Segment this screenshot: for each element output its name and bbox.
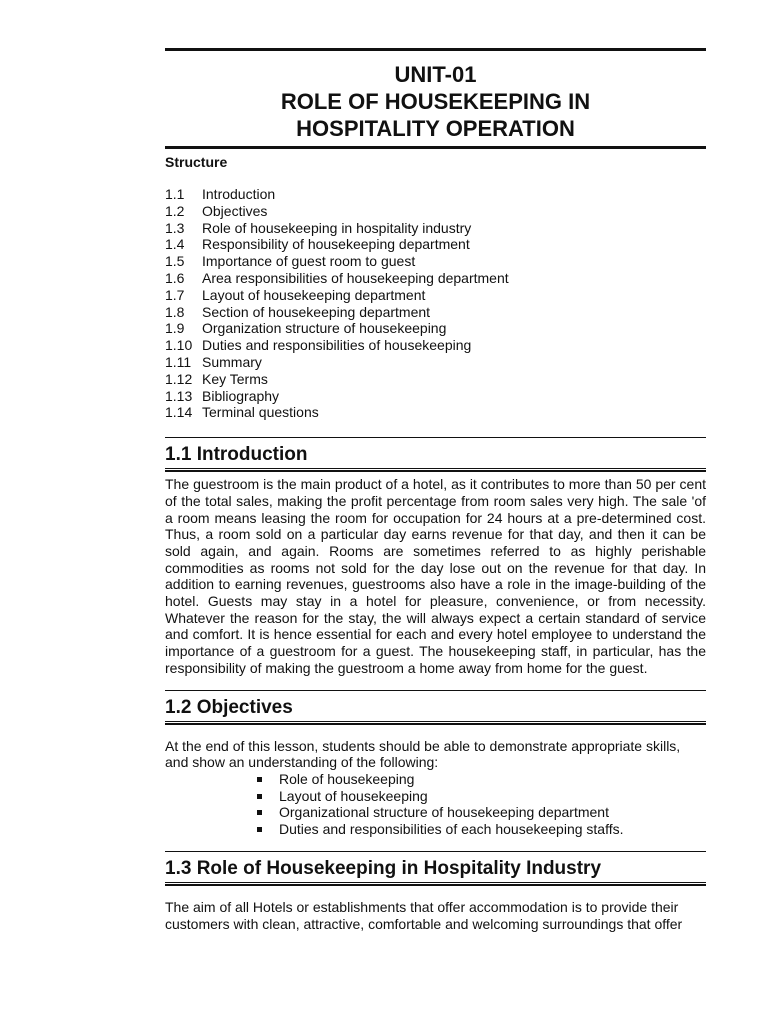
section-role-heading (165, 851, 706, 886)
introduction-paragraph: The guestroom is the main product of a hotel, as it contributes to more than 50 per cent of the total sales, making the profit percentage from room sales very high. The sale 'of a room means leasing the room for occupation for 24 hours at a pre-determined cost. Thus, a room sold on a particular day earns revenue for that day, and then it can be sold again, and again. Rooms are sometimes referred to as highly perishable commodities as rooms not sold for the day lose out on the revenue for that day. In addition to earning revenues, guestrooms also have a role in the image-building of the hotel. Guests may stay in a hotel for pleasure, convenience, or from necessity. Whatever the reason for the stay, the will always expect a certain standard of service and comfort. It is hence essential for each and every hotel employee to understand the importance of a guestroom for a guest. The housekeeping staff, in particular, has the responsibility of making the guestroom a home away from home for the guest. (165, 476, 706, 676)
toc-number: 1.7 (165, 286, 185, 303)
toc-text: Terminal questions (202, 404, 319, 421)
list-item (257, 788, 706, 805)
list-item (257, 771, 706, 788)
toc-text: Duties and responsibilities of housekeeping (202, 337, 472, 354)
toc-text: Layout of housekeeping department (202, 286, 426, 303)
section-underline (165, 468, 706, 472)
unit-number: UNIT-01 (394, 62, 477, 87)
toc-text: Role of housekeeping in hospitality industry (202, 219, 472, 236)
toc-item (165, 236, 706, 253)
toc-text: Responsibility of housekeeping department (202, 236, 470, 253)
section-objectives-heading (165, 690, 706, 725)
toc-number: 1.1 (165, 186, 185, 202)
section-introduction-heading (165, 437, 706, 472)
section-title: 1.1 Introduction (165, 444, 308, 466)
toc-item (165, 253, 706, 270)
section-underline (165, 721, 706, 725)
toc-item (165, 337, 706, 354)
section-underline (165, 882, 706, 886)
toc-item (165, 388, 706, 405)
toc-text: Objectives (202, 202, 268, 219)
toc-text: Introduction (202, 186, 276, 202)
list-item (257, 821, 706, 838)
document-page (165, 48, 706, 932)
bullet-square-icon (257, 794, 262, 799)
toc-item (165, 203, 706, 220)
toc-item (165, 354, 706, 371)
role-paragraph: The aim of all Hotels or establishments that offer accommodation is to provide their customers with clean, attractive, comfortable and welcoming surroundings that offer (165, 898, 683, 932)
toc-item (165, 304, 706, 321)
list-item-text: Layout of housekeeping (279, 787, 428, 804)
toc-text: Summary (202, 353, 262, 370)
bullet-square-icon (257, 777, 262, 782)
toc-number: 1.11 (165, 353, 192, 370)
toc-text: Area responsibilities of housekeeping department (202, 269, 509, 286)
toc-item (165, 287, 706, 304)
toc-item (165, 220, 706, 237)
toc-number: 1.14 (165, 404, 193, 421)
toc-text: Section of housekeeping department (202, 303, 431, 320)
toc-number: 1.5 (165, 253, 185, 270)
toc-text: Key Terms (202, 370, 268, 387)
bullet-square-icon (257, 827, 262, 832)
toc-number: 1.6 (165, 269, 185, 286)
bullet-square-icon (257, 810, 262, 815)
unit-title-block (165, 51, 706, 146)
toc-item (165, 320, 706, 337)
section-title: 1.3 Role of Housekeeping in Hospitality Industry (165, 857, 602, 879)
list-item-text: Role of housekeeping (279, 771, 415, 787)
toc-item (165, 270, 706, 287)
toc-number: 1.8 (165, 303, 185, 320)
section-title: 1.2 Objectives (165, 696, 293, 718)
toc-number: 1.13 (165, 387, 193, 404)
toc-text: Bibliography (202, 387, 280, 404)
toc-item (165, 371, 706, 388)
toc-number: 1.3 (165, 219, 185, 236)
toc-number: 1.12 (165, 370, 193, 387)
toc-number: 1.2 (165, 202, 185, 219)
toc-item (165, 404, 706, 421)
objectives-paragraph: At the end of this lesson, students should be able to demonstrate appropriate skills, and show an understanding of the following: (165, 737, 681, 771)
list-item (257, 804, 706, 821)
unit-title-line-2: HOSPITALITY OPERATION (296, 116, 575, 141)
unit-title-line-1: ROLE OF HOUSEKEEPING IN (280, 89, 591, 114)
toc-number: 1.9 (165, 320, 185, 337)
toc-number: 1.4 (165, 236, 185, 253)
toc-number: 1.10 (165, 337, 193, 354)
list-item-text: Duties and responsibilities of each housekeeping staffs. (279, 821, 624, 838)
table-of-contents (165, 186, 706, 421)
toc-text: Organization structure of housekeeping (202, 320, 447, 337)
list-item-text: Organizational structure of housekeeping department (279, 804, 609, 821)
title-rule (165, 146, 706, 149)
toc-item (165, 186, 706, 203)
objectives-list (165, 771, 706, 838)
toc-text: Importance of guest room to guest (202, 253, 416, 270)
structure-label: Structure (165, 154, 228, 170)
